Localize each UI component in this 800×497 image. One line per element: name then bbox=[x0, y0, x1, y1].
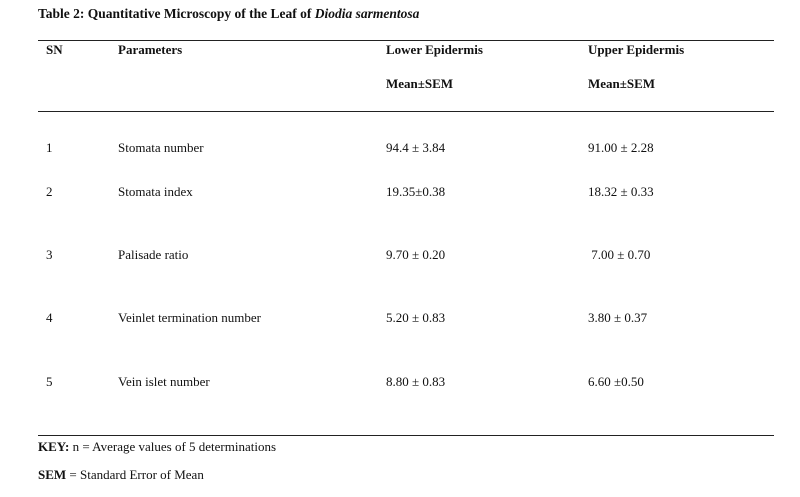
row-5-parameter: Vein islet number bbox=[118, 374, 210, 389]
row-3-lower: 9.70 ± 0.20 bbox=[386, 247, 446, 262]
footnote-key bbox=[38, 439, 276, 455]
header-upper-mean-sem: Mean±SEM bbox=[588, 76, 656, 91]
row-4-parameter: Veinlet termination number bbox=[118, 310, 261, 325]
header-parameters: Parameters bbox=[118, 42, 183, 57]
row-3-parameter: Palisade ratio bbox=[118, 247, 189, 262]
footnote-sem-text: = Standard Error of Mean bbox=[66, 467, 204, 482]
row-1-sn: 1 bbox=[46, 140, 53, 155]
top-rule bbox=[38, 40, 774, 41]
footnote-sem bbox=[38, 467, 204, 483]
bottom-rule bbox=[38, 435, 774, 436]
header-lower-mean-sem: Mean±SEM bbox=[386, 76, 454, 91]
row-3-upper: 7.00 ± 0.70 bbox=[588, 247, 651, 262]
footnote-key-label: KEY: bbox=[38, 439, 70, 454]
row-5-upper: 6.60 ±0.50 bbox=[588, 374, 644, 389]
row-4-lower: 5.20 ± 0.83 bbox=[386, 310, 446, 325]
row-5-sn: 5 bbox=[46, 374, 53, 389]
table-caption bbox=[38, 6, 419, 22]
footnote-key-text: n = Average values of 5 determinations bbox=[69, 439, 277, 454]
header-sn: SN bbox=[46, 42, 63, 57]
header-rule bbox=[38, 111, 774, 112]
row-5-lower: 8.80 ± 0.83 bbox=[386, 374, 446, 389]
footnote-sem-label: SEM bbox=[38, 467, 67, 482]
row-2-sn: 2 bbox=[46, 184, 53, 199]
row-2-parameter: Stomata index bbox=[118, 184, 193, 199]
row-2-lower: 19.35±0.38 bbox=[386, 184, 446, 199]
table-caption-prefix: Table 2: Quantitative Microscopy of the Leaf of bbox=[38, 6, 315, 21]
row-4-upper: 3.80 ± 0.37 bbox=[588, 310, 648, 325]
row-1-lower: 94.4 ± 3.84 bbox=[386, 140, 446, 155]
row-3-sn: 3 bbox=[46, 247, 53, 262]
header-lower-epidermis: Lower Epidermis bbox=[386, 42, 483, 57]
row-1-upper: 91.00 ± 2.28 bbox=[588, 140, 654, 155]
row-4-sn: 4 bbox=[46, 310, 53, 325]
species-name: Diodia sarmentosa bbox=[314, 6, 420, 21]
row-2-upper: 18.32 ± 0.33 bbox=[588, 184, 654, 199]
header-upper-epidermis: Upper Epidermis bbox=[588, 42, 685, 57]
row-1-parameter: Stomata number bbox=[118, 140, 204, 155]
